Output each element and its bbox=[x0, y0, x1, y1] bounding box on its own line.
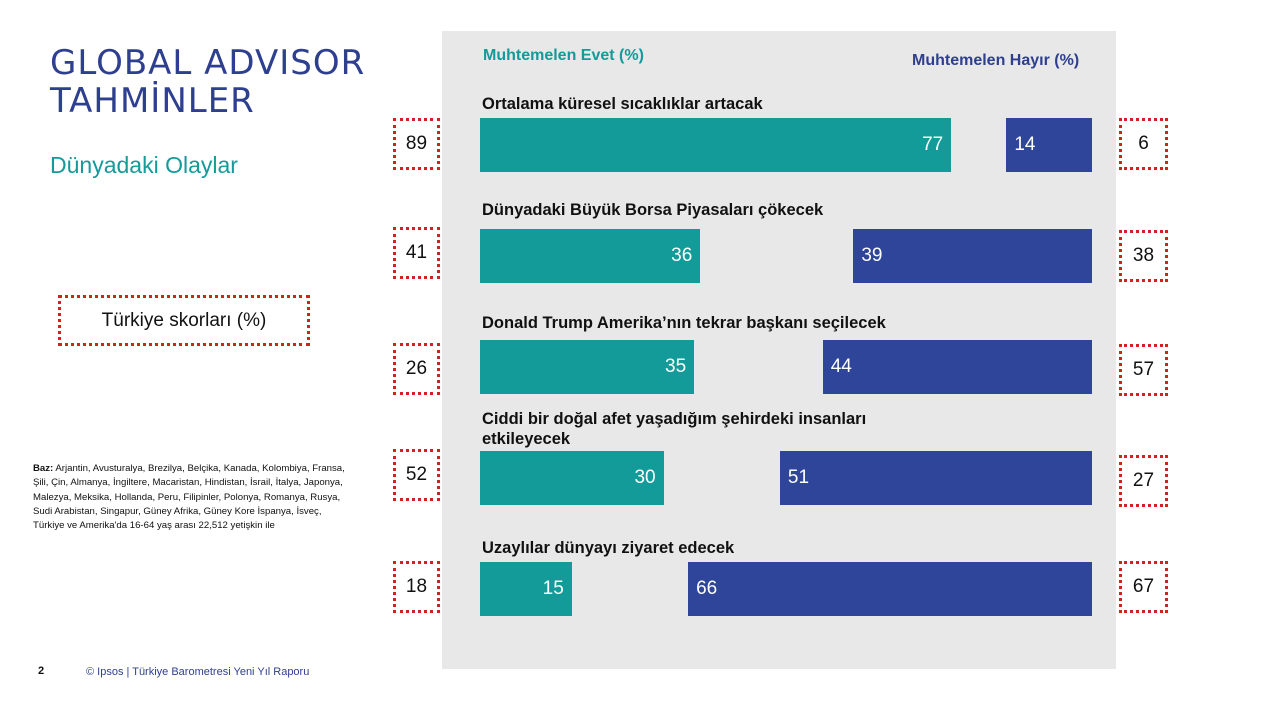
bar-yes: 77 bbox=[480, 118, 951, 172]
question-label: Donald Trump Amerika’nın tekrar başkanı seçilecek bbox=[482, 314, 886, 332]
page-title bbox=[50, 44, 365, 120]
question-label: Uzaylılar dünyayı ziyaret edecek bbox=[482, 539, 735, 557]
legend-yes: Muhtemelen Evet (%) bbox=[483, 47, 644, 64]
footer-text: © Ipsos | Türkiye Barometresi Yeni Yıl Raporu bbox=[86, 666, 310, 678]
title-line-2: TAHMİNLER bbox=[50, 81, 255, 121]
turkey-score-no: 38 bbox=[1119, 230, 1168, 282]
page-subtitle: Dünyadaki Olaylar bbox=[50, 152, 238, 178]
bar-no: 44 bbox=[823, 340, 1092, 394]
turkey-score-yes: 52 bbox=[393, 449, 440, 501]
question-label: Ortalama küresel sıcaklıklar artacak bbox=[482, 95, 763, 113]
base-note-text: Arjantin, Avusturalya, Brezilya, Belçika, Kanada, Kolombiya, Fransa, Şili, Çin, Almanya, İngiltere, Macaristan, Hindistan, İsrail, İtalya, Japonya, Malezya, Meksika, Hollanda, Peru, Filipinler, Polonya, Romanya, Rusya, Sudi Arabistan, Singapur, Güney Afrika, Güney Kore İspanya, İsveç, Türkiye ve Amerika'da 16-64 yaş arası 22,512 yetişkin ile bbox=[33, 463, 345, 532]
turkey-score-yes: 26 bbox=[393, 343, 440, 395]
bar-no: 51 bbox=[780, 451, 1092, 505]
turkey-score-no: 6 bbox=[1119, 118, 1168, 170]
bar-yes: 36 bbox=[480, 229, 700, 283]
turkey-scores-legend-box: Türkiye skorları (%) bbox=[58, 295, 310, 346]
turkey-score-yes: 89 bbox=[393, 118, 440, 170]
page-number: 2 bbox=[38, 665, 45, 677]
turkey-score-yes: 18 bbox=[393, 561, 440, 613]
bar-yes: 30 bbox=[480, 451, 664, 505]
turkey-score-no: 27 bbox=[1119, 455, 1168, 507]
base-note bbox=[33, 462, 345, 533]
bar-no: 14 bbox=[1006, 118, 1092, 172]
legend-no: Muhtemelen Hayır (%) bbox=[912, 52, 1080, 69]
turkey-score-yes: 41 bbox=[393, 227, 440, 279]
title-line-1: GLOBAL ADVISOR bbox=[50, 43, 366, 83]
base-note-label: Baz: bbox=[33, 463, 54, 474]
turkey-score-no: 67 bbox=[1119, 561, 1168, 613]
bar-no: 39 bbox=[853, 229, 1092, 283]
bar-no: 66 bbox=[688, 562, 1092, 616]
question-label: Ciddi bir doğal afet yaşadığım şehirdeki insanları etkileyecek bbox=[482, 410, 867, 448]
bar-yes: 15 bbox=[480, 562, 572, 616]
question-label: Dünyadaki Büyük Borsa Piyasaları çökecek bbox=[482, 201, 824, 219]
turkey-score-no: 57 bbox=[1119, 344, 1168, 396]
bar-yes: 35 bbox=[480, 340, 694, 394]
